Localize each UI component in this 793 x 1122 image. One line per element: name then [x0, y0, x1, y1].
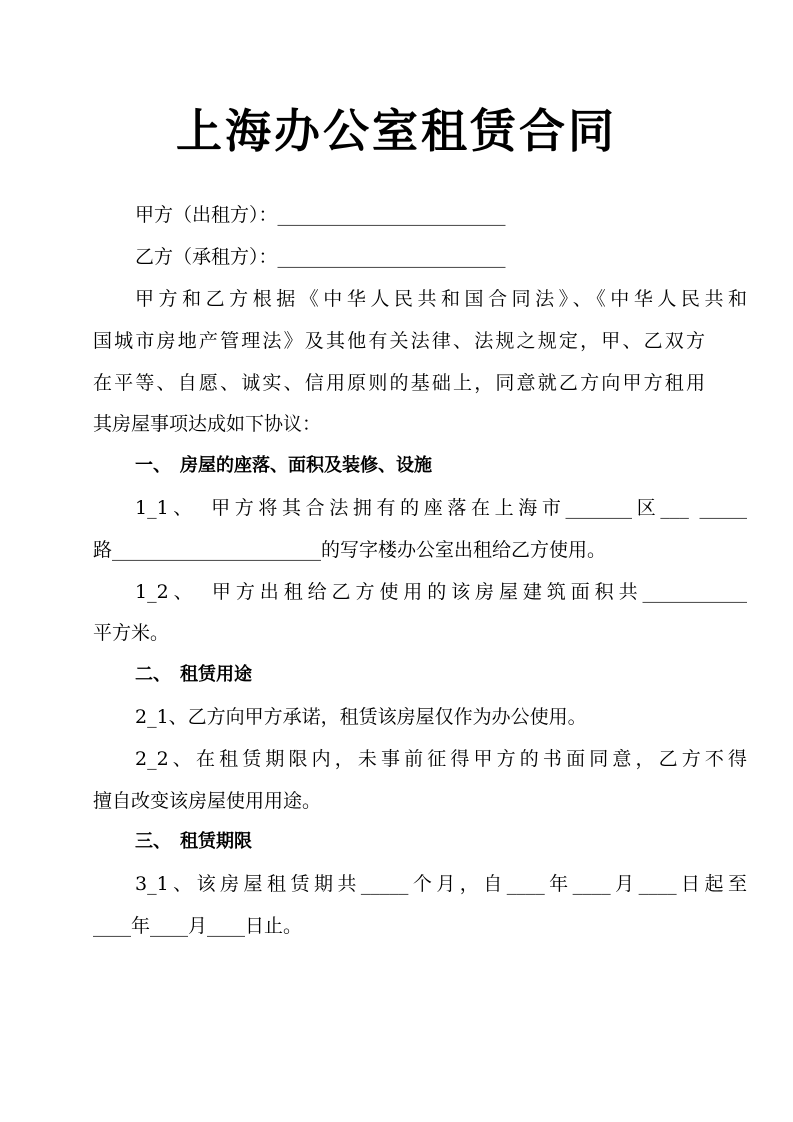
- intro-line-2: 国城市房地产管理法》及其他有关法律、法规之规定，甲、乙双方: [93, 330, 705, 352]
- clause-3-1-line-1: 3_1、该房屋租赁期共_____个月，自____年____月____日起至: [135, 873, 747, 895]
- clause-1-1-line-2: 路______________________的写字楼办公室出租给乙方使用。: [93, 539, 607, 561]
- clause-1-1-line-1: 1_1、 甲方将其合法拥有的座落在上海市_______区___ _____: [135, 497, 747, 519]
- clause-1-2-line-1: 1_2、 甲方出租给乙方使用的该房屋建筑面积共___________: [135, 581, 747, 603]
- document-title: 上海办公室租赁合同: [176, 104, 617, 158]
- party-a-line: 甲方（出租方）：________________________: [135, 204, 506, 226]
- intro-line-3: 在平等、自愿、诚实、信用原则的基础上，同意就乙方向甲方租用: [93, 372, 705, 394]
- intro-line-1: 甲方和乙方根据《中华人民共和国合同法》、《中华人民共和: [135, 288, 747, 310]
- clause-1-2-line-2: 平方米。: [93, 622, 170, 644]
- section-2-heading: 二、 租赁用途: [135, 664, 252, 685]
- intro-line-4: 其房屋事项达成如下协议：: [93, 413, 322, 435]
- clause-2-1: 2_1、乙方向甲方承诺，租赁该房屋仅作为办公使用。: [135, 706, 587, 728]
- section-1-heading: 一、 房屋的座落、面积及装修、设施: [135, 455, 432, 476]
- clause-3-1-line-2: ____年____月____日止。: [93, 915, 303, 937]
- section-3-heading: 三、 租赁期限: [135, 831, 252, 852]
- party-b-line: 乙方（承租方）：________________________: [135, 246, 506, 268]
- clause-2-2-line-2: 擅自改变该房屋使用用途。: [93, 790, 322, 812]
- clause-2-2-line-1: 2_2、在租赁期限内，未事前征得甲方的书面同意，乙方不得: [135, 748, 747, 770]
